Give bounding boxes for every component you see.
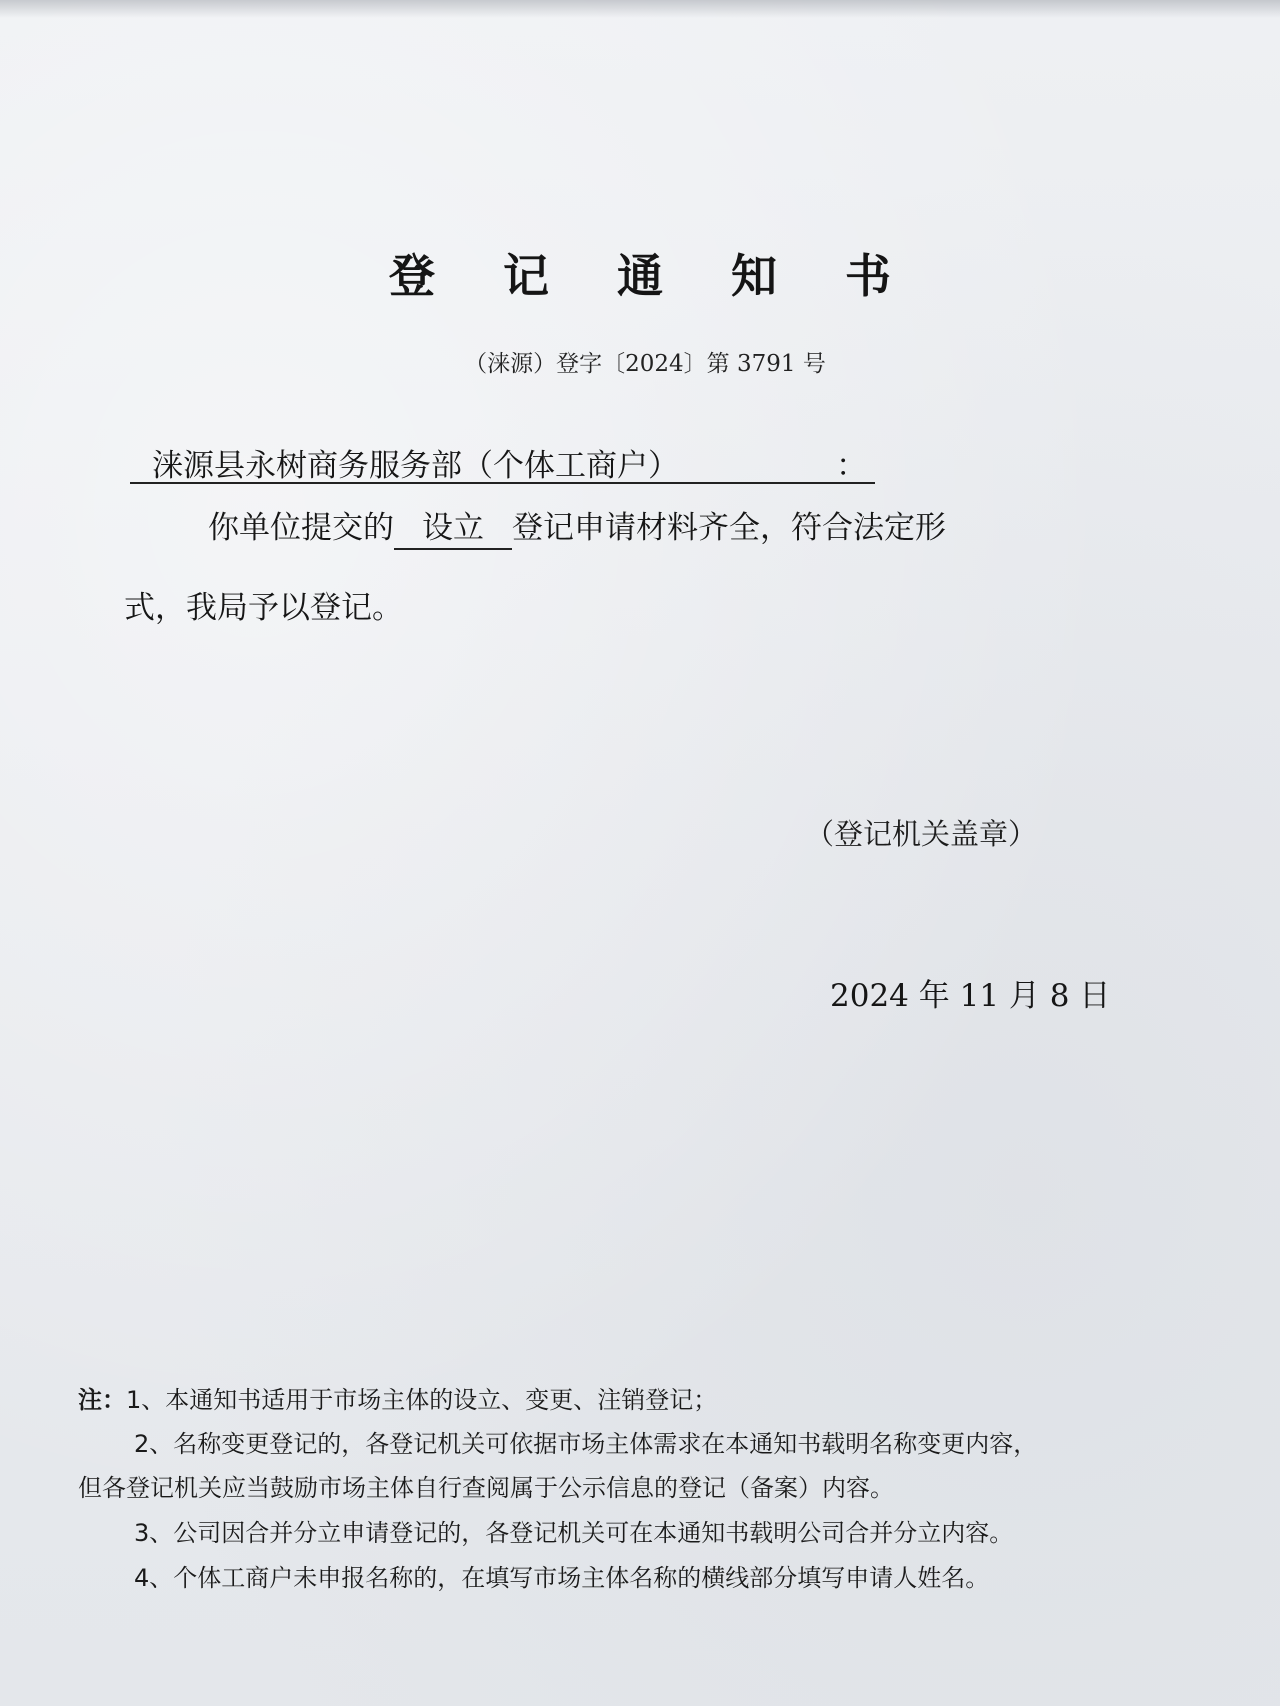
paper-edge-shadow bbox=[0, 0, 1280, 18]
note-item-2-continued: 但各登记机关应当鼓励市场主体自行查阅属于公示信息的登记（备案）内容。 bbox=[78, 1474, 894, 1502]
document-number: （涞源）登字〔2024〕第 3791 号 bbox=[464, 351, 826, 377]
seal-placeholder: （登记机关盖章） bbox=[805, 817, 1038, 851]
note-item-3: 3、公司因合并分立申请登记的，各登记机关可在本通知书载明公司合并分立内容。 bbox=[134, 1519, 1014, 1547]
body-paragraph-line-1 bbox=[208, 502, 946, 550]
notes-prefix: 注： bbox=[78, 1386, 126, 1414]
document-title: 登 记 通 知 书 bbox=[388, 249, 918, 303]
issue-date: 2024 年 11 月 8 日 bbox=[830, 978, 1111, 1014]
registration-type-fill: 设立 bbox=[394, 508, 512, 550]
addressee-name: 涞源县永树商务服务部（个体工商户） bbox=[152, 448, 679, 484]
body-text-part-2: 登记申请材料齐全，符合法定形 bbox=[512, 510, 946, 546]
note-item-1 bbox=[78, 1380, 717, 1415]
body-text-part-1: 你单位提交的 bbox=[208, 510, 394, 546]
body-paragraph-line-2: 式，我局予以登记。 bbox=[124, 590, 403, 626]
note-item-4: 4、个体工商户未申报名称的，在填写市场主体名称的横线部分填写申请人姓名。 bbox=[134, 1564, 990, 1592]
addressee-colon: ： bbox=[836, 448, 867, 484]
note-item-2: 2、名称变更登记的，各登记机关可依据市场主体需求在本通知书载明名称变更内容， bbox=[134, 1430, 1038, 1458]
note-text: 1、本通知书适用于市场主体的设立、变更、注销登记； bbox=[126, 1386, 718, 1414]
addressee-line bbox=[130, 440, 875, 484]
